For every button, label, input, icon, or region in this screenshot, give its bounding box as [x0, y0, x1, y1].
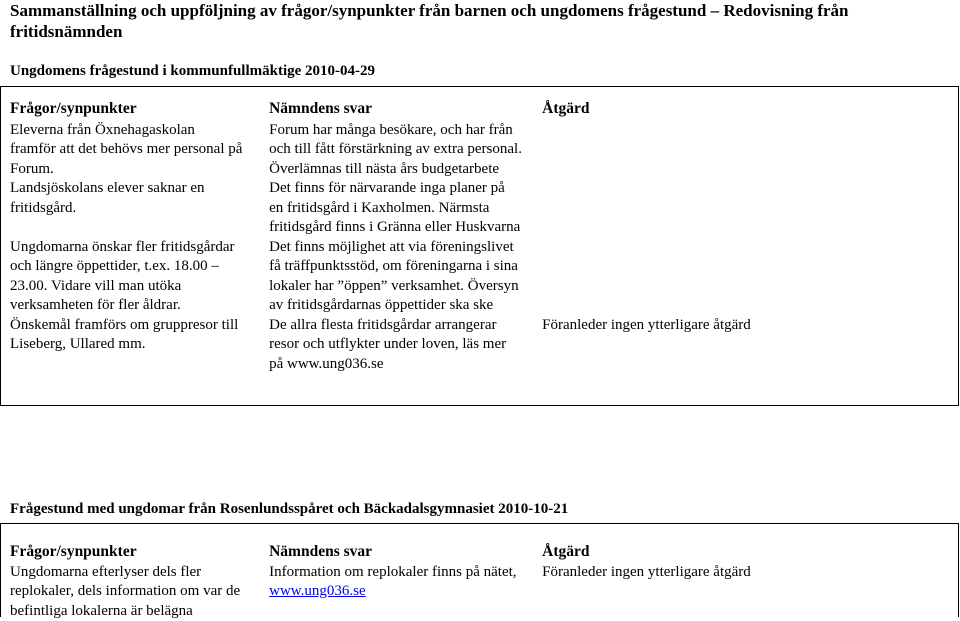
- column-header-answer: Nämndens svar: [259, 99, 532, 119]
- table-row: [0, 119, 958, 180]
- column-header-answer: Nämndens svar: [259, 542, 532, 562]
- table-header-row: [0, 542, 958, 562]
- table-border-left: [0, 86, 1, 406]
- table-row: [0, 238, 958, 316]
- action-cell: Föranleder ingen ytterligare åtgärd: [532, 562, 958, 621]
- table-border-right: [958, 523, 959, 617]
- section-divider: [0, 523, 958, 524]
- questions-table-2: [0, 542, 958, 621]
- ung036-link[interactable]: www.ung036.se: [269, 583, 366, 599]
- document-title: Sammanställning och uppföljning av frågor/synpunkter från barnen och ungdomens frågestund – Redovisning från fritidsnämnden: [10, 0, 955, 42]
- answer-cell: Det finns möjlighet att via föreningslivet få träffpunktsstöd, om föreningarna i sina lokaler har ”öppen” verksamhet. Översyn av fritidsgårdarnas öppettider ska ske: [259, 238, 532, 316]
- answer-cell: [259, 562, 532, 621]
- column-header-action: Åtgärd: [532, 99, 958, 119]
- answer-text: Information om replokaler finns på nätet,: [269, 564, 516, 580]
- column-header-questions: Frågor/synpunkter: [0, 99, 259, 119]
- question-cell: Önskemål framförs om gruppresor till Liseberg, Ullared mm.: [0, 316, 259, 375]
- questions-table-1: [0, 99, 958, 374]
- question-cell: Landsjöskolans elever saknar en fritidsgård.: [0, 179, 259, 238]
- question-cell: Ungdomarna önskar fler fritidsgårdar och längre öppettider, t.ex. 18.00 – 23.00. Vidare vill man utöka verksamheten för fler åldrar.: [0, 238, 259, 316]
- table-row: [0, 562, 958, 621]
- table-row: [0, 316, 958, 375]
- question-cell: Ungdomarna efterlyser dels fler replokaler, dels information om var de befintliga lokalerna är belägna: [0, 562, 259, 621]
- action-cell: [532, 119, 958, 180]
- answer-cell: De allra flesta fritidsgårdar arrangerar resor och utflykter under loven, läs mer på www.ung036.se: [259, 316, 532, 375]
- table-border-right: [958, 86, 959, 406]
- section-title-kommunfullmaktige: Ungdomens frågestund i kommunfullmäktige 2010-04-29: [10, 62, 375, 80]
- table-row: [0, 179, 958, 238]
- column-header-questions: Frågor/synpunkter: [0, 542, 259, 562]
- action-cell: [532, 238, 958, 316]
- question-cell: Eleverna från Öxnehagaskolan framför att det behövs mer personal på Forum.: [0, 119, 259, 180]
- table-border-left: [0, 523, 1, 617]
- section-divider: [0, 86, 958, 87]
- section-title-rosenlund: Frågestund med ungdomar från Rosenlundsspåret och Bäckadalsgymnasiet 2010-10-21: [10, 500, 568, 518]
- table-header-row: [0, 99, 958, 119]
- answer-cell: Det finns för närvarande inga planer på en fritidsgård i Kaxholmen. Närmsta fritidsgård finns i Gränna eller Huskvarna: [259, 179, 532, 238]
- answer-cell: Forum har många besökare, och har från och till fått förstärkning av extra personal. Överlämnas till nästa års budgetarbete: [259, 119, 532, 180]
- table-border-bottom: [0, 405, 959, 406]
- action-cell: [532, 179, 958, 238]
- action-cell: Föranleder ingen ytterligare åtgärd: [532, 316, 958, 375]
- column-header-action: Åtgärd: [532, 542, 958, 562]
